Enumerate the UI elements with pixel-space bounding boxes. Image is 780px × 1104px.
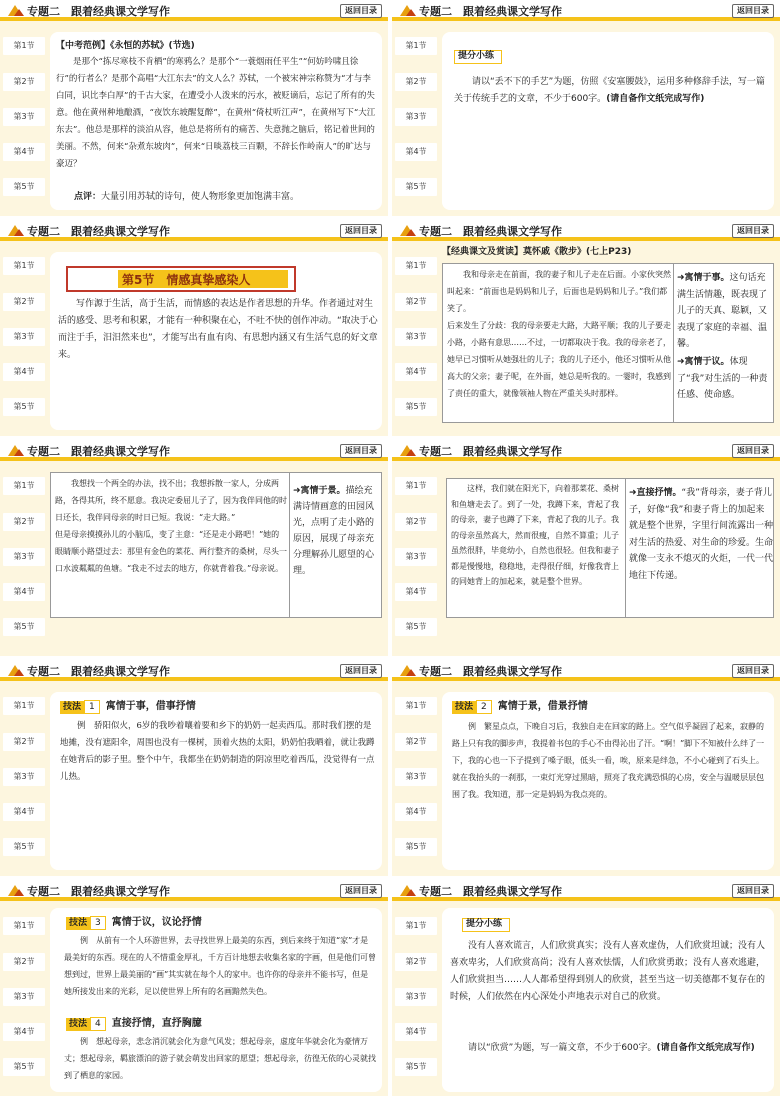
back-to-toc-button[interactable]: 返回目录	[732, 4, 774, 18]
annotation-text: 描绘充满诗情画意的田园风光，点明了走小路的原因，展现了母亲充分理解孙儿愿望的心理。	[293, 486, 375, 576]
section-nav-item-4[interactable]: 第4节	[395, 1023, 437, 1041]
technique-heading	[60, 698, 196, 716]
section-nav-item-3[interactable]: 第3节	[395, 548, 437, 566]
technique-example: 例 骄阳似火，6岁的我吵着嚷着要和乡下的奶奶一起卖西瓜。那时我们摆的是地摊，没有遮阳伞，周围也没有一棵树，顶着火热的太阳，奶奶怕我晒着，就让我蹲在她背后的影子里。整个中午，我都坐在奶奶制造的阴凉里吃着西瓜，没觉得有一点儿热。	[60, 721, 375, 782]
section-nav-item-3[interactable]: 第3节	[395, 988, 437, 1006]
section-nav-item-2[interactable]: 第2节	[3, 513, 45, 531]
technique-number: 1	[84, 700, 100, 714]
slide-header	[0, 220, 388, 241]
reading-table	[446, 478, 774, 618]
technique-3-tag: 技法	[66, 917, 90, 930]
section-nav-item-1[interactable]: 第1节	[395, 477, 437, 495]
section-nav-item-1[interactable]: 第1节	[395, 37, 437, 55]
section-nav-item-1[interactable]: 第1节	[3, 37, 45, 55]
practice-task-note: (请自备作文纸完成写作)	[656, 1043, 755, 1053]
logo-triangle-small-icon	[406, 449, 416, 456]
technique-4-tag: 技法	[66, 1018, 90, 1031]
section-nav-item-2[interactable]: 第2节	[395, 293, 437, 311]
section-nav-item-5[interactable]: 第5节	[395, 838, 437, 856]
section-nav-item-2[interactable]: 第2节	[3, 73, 45, 91]
slide-header	[0, 880, 388, 901]
reading-table-divider	[673, 264, 674, 422]
section-nav-item-5[interactable]: 第5节	[395, 398, 437, 416]
slide-header	[0, 660, 388, 681]
annotation-label: ➜寓情于景。	[293, 486, 346, 496]
slide-header	[0, 0, 388, 21]
section-nav	[0, 465, 45, 656]
technique-title: 寓情于景，借景抒情	[497, 701, 588, 712]
reading-label: 【经典课文及赏读】莫怀戚《散步》(七上P23)	[442, 247, 632, 257]
section-nav-item-3[interactable]: 第3节	[3, 328, 45, 346]
reading-passage: 我想找一个两全的办法，找不出；我想拆散一家人，分成两路，各得其所，终不愿意。我决定委屈儿子了，因为我伴同他的时日还长，我伴同母亲的时日已短。我说：“走大路。” 但是母亲摸摸孙儿的小脑瓜，变了主意：“还是走小路吧！”她的眼睛顺小路望过去：那里有金色的菜花、两行整齐的桑树，尽头一口水波粼粼的鱼塘。“我走不过去的地方，你就背着我。”母亲说。	[55, 479, 287, 573]
section-nav-item-3[interactable]: 第3节	[395, 108, 437, 126]
slide-1	[0, 0, 388, 216]
technique-number: 2	[476, 700, 492, 714]
practice-task-note: (请自备作文纸完成写作)	[606, 94, 705, 104]
annotation-1	[677, 270, 771, 353]
logo-triangle-small-icon	[406, 229, 416, 236]
section-nav-item-4[interactable]: 第4节	[3, 1023, 45, 1041]
content-card	[442, 32, 774, 210]
section-nav-item-4[interactable]: 第4节	[395, 143, 437, 161]
practice-task-text: 请以“欣赏”为题，写一篇文章，不少于600字。	[468, 1043, 657, 1053]
practice-prompt: 没有人喜欢谎言，人们欣赏真实；没有人喜欢虚伪，人们欣赏坦诚；没有人喜欢卑劣，人们欣赏高尚；没有人喜欢怯懦，人们欣赏勇敢；没有人喜欢逃避，人们欣赏担当……人人都希望得到别人的欣赏，甚至当这一切美德都不复存在的时候，人们依然在内心深处小声地表示对自己的欣赏。	[450, 941, 766, 1002]
back-to-toc-button[interactable]: 返回目录	[732, 224, 774, 238]
reading-table-divider	[289, 473, 290, 617]
section-nav-item-2[interactable]: 第2节	[3, 733, 45, 751]
technique-3-heading	[66, 914, 202, 932]
content-card	[50, 908, 382, 1092]
back-to-toc-button[interactable]: 返回目录	[340, 4, 382, 18]
slide-header	[0, 440, 388, 461]
logo-triangle-small-icon	[14, 889, 24, 896]
section-nav-item-2[interactable]: 第2节	[395, 953, 437, 971]
practice-task	[454, 74, 768, 108]
section-nav-item-5[interactable]: 第5节	[3, 398, 45, 416]
technique-4-heading	[66, 1015, 202, 1033]
technique-4-number: 4	[90, 1017, 106, 1031]
practice-task	[450, 1040, 768, 1057]
technique-3-example: 例 从前有一个人环游世界，去寻找世界上最美的东西，到后来终于知道“家”才是最美好的东西。现在的人不惜重金厚礼，千方百计地想去收集名家的字画，但是他们可曾想到过，世界上最美丽的“画”其实就在每个人的家中。也许你的母亲并不能书写，但是她所接发出来的光彩，足以使世界上所有的名画黯然失色。	[64, 936, 376, 996]
annotation-2	[677, 354, 771, 404]
header-title: 专题二 跟着经典课文学写作	[27, 665, 170, 678]
technique-3-number: 3	[90, 916, 106, 930]
technique-title: 寓情于事，借事抒情	[105, 701, 196, 712]
section-nav-item-5[interactable]: 第5节	[395, 1058, 437, 1076]
slide-10	[392, 880, 780, 1096]
section-title: 第5节 情感真挚感染人	[122, 273, 251, 287]
technique-3-title: 寓情于议，议论抒情	[111, 917, 202, 928]
section-intro: 写作源于生活，高于生活，而情感的表达是作者思想的升华。作者通过对生活的感受、思考和积累，才能有一种积聚在心，不吐不快的创作冲动。“取决于心而注于手，汨汨然来也”，才能写出有血有肉、有思想内涵又有生活气息的好文章来。	[58, 299, 378, 360]
back-to-toc-button[interactable]: 返回目录	[340, 664, 382, 678]
section-nav	[392, 245, 437, 436]
annotation-2-text: 体现了“我”对生活的一种责任感、使命感。	[677, 357, 768, 400]
slide-header	[392, 0, 780, 21]
content-card	[50, 692, 382, 870]
example-passage: 是那个“拣尽寒枝不肯栖”的寒鸦么？是那个“一蓑烟雨任平生”“何妨吟啸且徐行”的行者么？是那个高唱“大江东去”的文人么？苏轼，一个被宋神宗称赞为“才与李白同，识比李白厚”的千古大家，在遭受小人泼来的污水，被贬谪后，忘记了所有的失意。他在黄州种地酿酒，“夜饮东坡醒复醉”，在黄州“倚杖听江声”，在黄州写下“大江东去”。他总是那样的淡泊从容，他总是将所有的痛苦、失意抛之脑后，铭记着世间的美丽。不然，何来“杂煮东坡肉”，何来“日啖荔枝三百颗，不辞长作岭南人”的旷达与豪迈？	[56, 57, 376, 169]
section-nav-item-5[interactable]: 第5节	[3, 838, 45, 856]
logo-triangle-small-icon	[14, 229, 24, 236]
section-nav-item-4[interactable]: 第4节	[3, 803, 45, 821]
section-nav	[392, 25, 437, 216]
technique-tag: 技法	[452, 701, 476, 714]
section-nav-item-3[interactable]: 第3节	[3, 768, 45, 786]
logo-triangle-small-icon	[406, 9, 416, 16]
technique-tag: 技法	[60, 701, 84, 714]
section-nav-item-1[interactable]: 第1节	[395, 257, 437, 275]
logo-triangle-small-icon	[14, 669, 24, 676]
annotation-2-label: ➜寓情于议。	[677, 357, 730, 367]
back-to-toc-button[interactable]: 返回目录	[340, 884, 382, 898]
section-nav-item-4[interactable]: 第4节	[3, 363, 45, 381]
section-nav-item-1[interactable]: 第1节	[3, 477, 45, 495]
slide-9	[0, 880, 388, 1096]
content-card	[442, 692, 774, 870]
section-nav-item-2[interactable]: 第2节	[3, 293, 45, 311]
section-nav-item-3[interactable]: 第3节	[3, 548, 45, 566]
back-to-toc-button[interactable]: 返回目录	[340, 224, 382, 238]
logo-triangle-small-icon	[406, 669, 416, 676]
logo-triangle-small-icon	[14, 9, 24, 16]
header-title: 专题二 跟着经典课文学写作	[27, 885, 170, 898]
logo-triangle-small-icon	[14, 449, 24, 456]
annotation	[629, 485, 773, 584]
back-to-toc-button[interactable]: 返回目录	[732, 884, 774, 898]
example-label: 【中考范例】《永恒的苏轼》(节选)	[56, 41, 195, 51]
section-nav-item-4[interactable]: 第4节	[395, 803, 437, 821]
back-to-toc-button[interactable]: 返回目录	[732, 444, 774, 458]
practice-label: 提分小练	[466, 919, 503, 929]
technique-4-example: 例 想起母亲，悲念消沉就会化为意气风发；想起母亲，虚度年华就会化为豪情万丈；想起母亲，羁旅漂泊的游子就会萌发出回家的愿望；想起母亲，彷徨无依的心灵就找到了栖息的家园。	[64, 1037, 376, 1080]
reading-table	[442, 263, 774, 423]
header-title: 专题二 跟着经典课文学写作	[419, 665, 562, 678]
section-nav-item-3[interactable]: 第3节	[395, 328, 437, 346]
reading-table	[50, 472, 382, 618]
section-nav	[0, 245, 45, 436]
reading-table-divider	[625, 479, 626, 617]
header-title: 专题二 跟着经典课文学写作	[419, 445, 562, 458]
section-nav-item-5[interactable]: 第5节	[3, 618, 45, 636]
comment-text: 大量引用苏轼的诗句，使人物形象更加饱满丰富。	[101, 192, 300, 202]
section-nav-item-5[interactable]: 第5节	[3, 1058, 45, 1076]
logo-triangle-small-icon	[406, 889, 416, 896]
section-nav-item-2[interactable]: 第2节	[395, 733, 437, 751]
annotation	[293, 483, 379, 579]
section-nav-item-2[interactable]: 第2节	[395, 73, 437, 91]
slide-7	[0, 660, 388, 876]
back-to-toc-button[interactable]: 返回目录	[732, 664, 774, 678]
section-nav-item-1[interactable]: 第1节	[395, 917, 437, 935]
practice-label: 提分小练	[458, 51, 495, 61]
content-card	[50, 32, 382, 210]
section-nav-item-4[interactable]: 第4节	[3, 143, 45, 161]
section-nav	[0, 685, 45, 876]
header-title: 专题二 跟着经典课文学写作	[419, 885, 562, 898]
section-nav-item-1[interactable]: 第1节	[3, 257, 45, 275]
slide-8	[392, 660, 780, 876]
section-nav	[392, 465, 437, 656]
section-nav	[0, 905, 45, 1096]
section-nav-item-3[interactable]: 第3节	[3, 108, 45, 126]
section-nav-item-5[interactable]: 第5节	[395, 618, 437, 636]
technique-4-title: 直接抒情，直抒胸臆	[111, 1018, 202, 1029]
back-to-toc-button[interactable]: 返回目录	[340, 444, 382, 458]
section-nav	[392, 905, 437, 1096]
slide-6	[392, 440, 780, 656]
technique-example: 例 繁星点点，下晚自习后，我独自走在回家的路上。空气似乎凝固了起来，寂静的路上只有我的脚步声，我提着书包的手心不由得沁出了汗。“啊！”脚下不知被什么绊了一下，我的心也一下子提到了嗓子眼，低头一看，唉，原来是绊急，不小心碰到了石头上。就在我抬头的一刹那，一束灯光穿过黑暗，照亮了我充满恐惧的心房，安全与温暖层层包围了我。我知道，那一定是妈妈为我点亮的。	[452, 722, 765, 799]
annotation-1-text: 这句话充满生活情趣，既表现了儿子的天真、聪颖，又表现了家庭的幸福、温馨。	[677, 273, 768, 349]
content-card	[442, 908, 774, 1092]
section-nav-item-2[interactable]: 第2节	[3, 953, 45, 971]
section-nav	[0, 25, 45, 216]
section-nav	[392, 685, 437, 876]
header-title: 专题二 跟着经典课文学写作	[27, 445, 170, 458]
section-nav-item-1[interactable]: 第1节	[395, 697, 437, 715]
annotation-label: ➜直接抒情。	[629, 488, 682, 498]
slide-header	[392, 880, 780, 901]
section-nav-item-3[interactable]: 第3节	[3, 988, 45, 1006]
section-nav-item-1[interactable]: 第1节	[3, 697, 45, 715]
slide-header	[392, 220, 780, 241]
header-title: 专题二 跟着经典课文学写作	[27, 225, 170, 238]
technique-heading	[452, 698, 588, 716]
slide-3	[0, 220, 388, 436]
section-nav-item-4[interactable]: 第4节	[395, 583, 437, 601]
slide-2	[392, 0, 780, 216]
section-nav-item-3[interactable]: 第3节	[395, 768, 437, 786]
comment	[74, 189, 380, 206]
section-nav-item-2[interactable]: 第2节	[395, 513, 437, 531]
reading-passage: 我和母亲走在前面，我的妻子和儿子走在后面。小家伙突然叫起来：“前面也是妈妈和儿子，后面也是妈妈和儿子。”我们都笑了。 后来发生了分歧：我的母亲要走大路，大路平顺；我的儿子要走小路，小路有意思……不过，一切都取决于我。我的母亲老了，她早已习惯听从她强壮的儿子；我的儿子还小，他还习惯听从他高大的父亲；妻子呢，在外面，她总是听我的。一霎时，我感到了责任的重大，就像领袖人物在严重关头时那样。	[447, 270, 671, 398]
comment-label: 点评：	[74, 192, 102, 202]
slide-header	[392, 660, 780, 681]
header-title: 专题二 跟着经典课文学写作	[27, 5, 170, 18]
header-title: 专题二 跟着经典课文学写作	[419, 5, 562, 18]
section-title-banner	[66, 266, 296, 292]
section-nav-item-4[interactable]: 第4节	[395, 363, 437, 381]
section-nav-item-4[interactable]: 第4节	[3, 583, 45, 601]
section-nav-item-1[interactable]: 第1节	[3, 917, 45, 935]
reading-passage: 这样，我们就在阳光下，向着那菜花、桑树和鱼塘走去了。到了一处，我蹲下来，背起了我的母亲，妻子也蹲了下来，背起了我的儿子。我的母亲虽然高大，然而很瘦，自然不算重；儿子虽然很胖，毕竟幼小，自然也很轻。但我和妻子都是慢慢地，稳稳地，走得很仔细，好像我背上的同她背上的加起来，就是整个世界。	[451, 484, 619, 586]
section-nav-item-5[interactable]: 第5节	[3, 178, 45, 196]
practice-task-text: 请以“丢不下的手艺”为题，仿照《安塞腰鼓》，运用多种修辞手法，写一篇关于传统手艺的文章，不少于600字。	[454, 77, 765, 104]
annotation-1-label: ➜寓情于事。	[677, 273, 730, 283]
section-nav-item-5[interactable]: 第5节	[395, 178, 437, 196]
slide-4	[392, 220, 780, 436]
slide-5	[0, 440, 388, 656]
slide-header	[392, 440, 780, 461]
header-title: 专题二 跟着经典课文学写作	[419, 225, 562, 238]
annotation-text: “我”背母亲，妻子背儿子，好像“我”和妻子背上的加起来就是整个世界，字里行间流露出一种对生活的热爱、对生命的珍爱。生命就像一支永不熄灭的火炬，一代一代地往下传递。	[629, 488, 774, 581]
